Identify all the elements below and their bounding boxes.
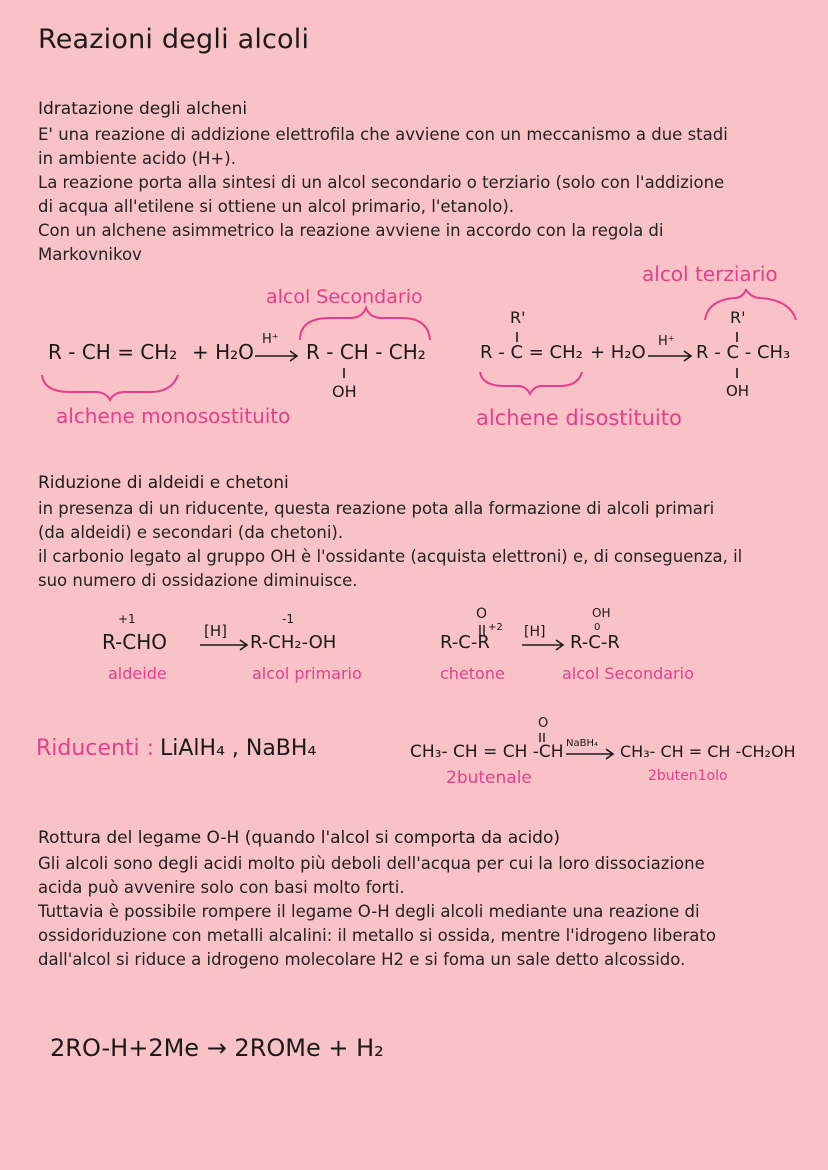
hydroxyl-group: OH (332, 382, 357, 401)
product-label: alcol primario (252, 664, 362, 683)
reactant-label: 2butenale (446, 768, 532, 788)
hydroxyl-group: OH (726, 382, 750, 400)
reactant-label: aldeide (108, 664, 167, 683)
paragraph-line: il carbonio legato al gruppo OH è l'ossidante (acquista elettroni) e, di conseguenza, il (38, 547, 743, 566)
reactant-formula: R-CHO (102, 630, 168, 654)
paragraph-line: suo numero di ossidazione diminuisce. (38, 571, 358, 590)
product-formula: CH₃- CH = CH -CH₂OH (620, 742, 796, 761)
reagent-label: [H] (524, 624, 546, 640)
product-brace (300, 308, 430, 340)
carbonyl-oxygen: O (538, 716, 549, 731)
paragraph-line: E' una reazione di addizione elettrofila che avviene con un meccanismo a due stadi (38, 125, 728, 144)
product-formula: R - C - CH₃ (696, 342, 791, 363)
product-brace (705, 290, 796, 320)
paragraph-line: dall'alcol si riduce a idrogeno molecolare H2 e si foma un sale detto alcossido. (38, 950, 686, 969)
page-title: Reazioni degli alcoli (38, 24, 310, 55)
product-label: alcol terziario (642, 262, 778, 286)
oxidation-number: +1 (118, 612, 136, 626)
reactant-formula: R - CH = CH₂ (48, 340, 178, 364)
paragraph-line: Gli alcoli sono degli acidi molto più deboli dell'acqua per cui la loro dissociazione (38, 854, 705, 873)
paragraph-line: ossidoriduzione con metalli alcalini: il metallo si ossida, mentre l'idrogeno liberato (38, 926, 716, 945)
alkoxide-equation: 2RO-H+2Me → 2ROMe + H₂ (50, 1034, 384, 1062)
section-riduzione (38, 471, 798, 593)
section-heading: Idratazione degli alcheni (38, 99, 248, 119)
catalyst-label: H⁺ (658, 334, 675, 349)
reactant-label: alchene disostituito (476, 406, 682, 430)
oxidation-number: -1 (282, 612, 294, 626)
substituent: R' (510, 308, 526, 327)
reactant-label: alchene monosostituito (56, 404, 291, 428)
paragraph-line: (da aldeidi) e secondari (da chetoni). (38, 523, 344, 542)
product-formula: R - CH - CH₂ (306, 340, 426, 364)
substituent: R' (730, 308, 746, 327)
section-heading: Riduzione di aldeidi e chetoni (38, 473, 289, 493)
paragraph-line: in presenza di un riducente, questa reazione pota alla formazione di alcoli primari (38, 499, 715, 518)
reaction-arrow (648, 351, 691, 361)
reactant-formula: CH₃- CH = CH -CH (410, 742, 564, 762)
reagent-label: [H] (204, 622, 227, 640)
paragraph-line: di acqua all'etilene si ottiene un alcol primario, l'etanolo). (38, 197, 515, 216)
paragraph-line: Con un alchene asimmetrico la reazione avviene in accordo con la regola di (38, 221, 664, 240)
reactant-brace (42, 375, 178, 400)
water-term: + H₂O (192, 340, 254, 364)
carbonyl-oxygen: O (476, 606, 488, 622)
paragraph-line: Tuttavia è possibile rompere il legame O-H degli alcoli mediante una reazione di (38, 902, 700, 921)
reducers-label: Riducenti : (36, 736, 155, 761)
double-bond (540, 733, 544, 742)
section-heading: Rottura del legame O-H (quando l'alcol si comporta da acido) (38, 828, 561, 848)
product-formula: R-CH₂-OH (250, 632, 337, 653)
oxidation-number: +2 (488, 622, 503, 633)
reactant-formula: R - C = CH₂ (480, 342, 583, 363)
water-term: + H₂O (590, 342, 646, 363)
catalyst-label: H⁺ (262, 332, 279, 347)
reagent-label: NaBH₄ (566, 738, 598, 749)
product-label: alcol Secondario (266, 286, 423, 308)
product-label: 2buten1olo (648, 768, 728, 784)
reducers-list: LiAlH₄ , NaBH₄ (160, 736, 317, 761)
reactant-brace (480, 372, 582, 394)
paragraph-line: La reazione porta alla sintesi di un alcol secondario o terziario (solo con l'addizione (38, 173, 725, 192)
hydroxyl-group: OH (592, 606, 611, 620)
reaction-arrow (522, 640, 563, 650)
paragraph-line: acida può avvenire solo con basi molto forti. (38, 878, 405, 897)
reaction-arrow (255, 351, 297, 361)
product-label: alcol Secondario (562, 664, 694, 683)
reactant-label: chetone (440, 664, 505, 683)
reaction-arrow (200, 640, 247, 650)
paragraph-line: Markovnikov (38, 245, 142, 264)
section-rottura (38, 826, 798, 972)
reactant-formula: R-C-R (440, 632, 490, 653)
product-formula: R-C-R (570, 632, 620, 653)
oxidation-number: 0 (594, 622, 601, 633)
paragraph-line: in ambiente acido (H+). (38, 149, 236, 168)
reaction-arrow (566, 749, 613, 759)
